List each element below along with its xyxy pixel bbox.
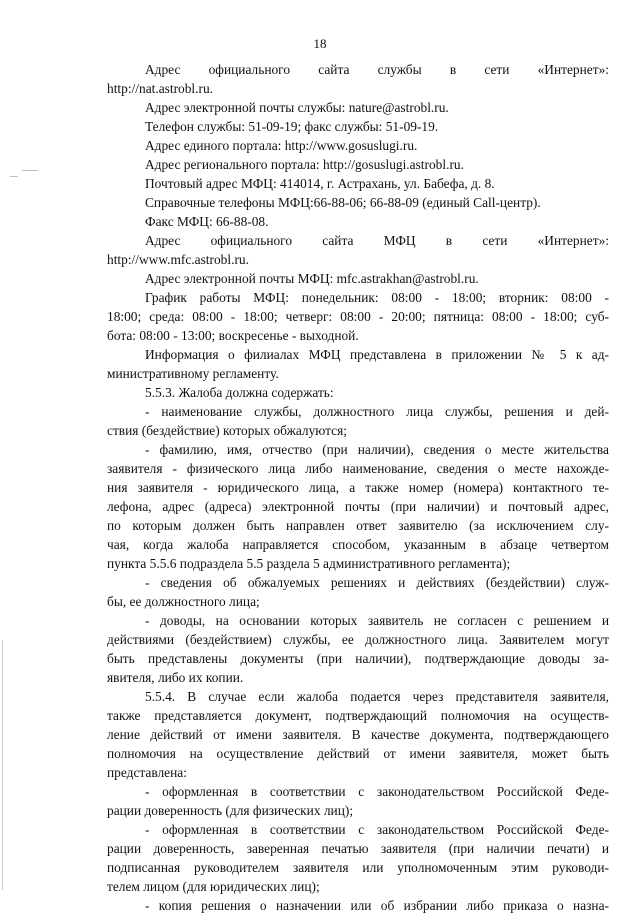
text-line: министративному регламенту.	[107, 366, 279, 381]
text-line: бота: 08:00 - 13:00; воскресенье - выходной.	[107, 328, 359, 343]
text-line: http://nat.astrobl.ru.	[107, 81, 213, 96]
text-line: График работы МФЦ: понедельник: 08:00 - 18:00; вторник: 08:00 -	[145, 290, 609, 305]
text-line: заявителя - физического лица либо наименование, сведения о месте нахожде-	[107, 461, 609, 476]
text-line: Адрес электронной почты МФЦ: mfc.astrakhan@astrobl.ru.	[145, 271, 479, 286]
text-line: также представляется документ, подтверждающий полномочия на осуществ-	[107, 708, 609, 723]
text-line: представлена:	[107, 765, 187, 780]
margin-mark	[22, 170, 38, 171]
text-line: 18:00; среда: 08:00 - 18:00; четверг: 08:00 - 20:00; пятница: 08:00 - 18:00; суб-	[107, 309, 609, 324]
text-line: Адрес официального сайта службы в сети «Интернет»:	[145, 62, 609, 77]
text-line: 5.5.4. В случае если жалоба подается через представителя заявителя,	[145, 689, 609, 704]
margin-mark	[10, 176, 18, 177]
text-line: http://www.mfc.astrobl.ru.	[107, 252, 249, 267]
text-line: лефона, адрес (адреса) электронной почты (при наличии) и почтовый адрес,	[107, 499, 609, 514]
text-line: бы, ее должностного лица;	[107, 594, 260, 609]
text-line: - копия решения о назначении или об избрании либо приказа о назна-	[145, 898, 609, 913]
document-body	[107, 60, 609, 915]
text-line: Адрес электронной почты службы: nature@astrobl.ru.	[145, 100, 449, 115]
text-line: Факс МФЦ: 66-88-08.	[145, 214, 269, 229]
text-line: рации доверенность, заверенная печатью заявителя (при наличии печати) и	[107, 841, 609, 856]
text-line: подписанная руководителем заявителя или уполномоченным этим руководи-	[107, 860, 609, 875]
text-line: - фамилию, имя, отчество (при наличии), сведения о месте жительства	[145, 442, 609, 457]
text-line: Почтовый адрес МФЦ: 414014, г. Астрахань, ул. Бабефа, д. 8.	[145, 176, 495, 191]
text-line: пункта 5.5.6 подраздела 5.5 раздела 5 административного регламента);	[107, 556, 511, 571]
text-line: чая, когда жалоба направляется способом, указанным в абзаце четвертом	[107, 537, 609, 552]
text-line: Информация о филиалах МФЦ представлена в приложении № 5 к ад-	[145, 347, 609, 362]
page-number: 18	[313, 36, 327, 51]
text-line: телем лицом (для юридических лиц);	[107, 879, 320, 894]
text-line: - сведения об обжалуемых решениях и действиях (бездействии) служ-	[145, 575, 609, 590]
text-line: явителя, либо их копии.	[107, 670, 244, 685]
text-line: - доводы, на основании которых заявитель не согласен с решением и	[145, 613, 609, 628]
text-line: рации доверенность (для физических лиц);	[107, 803, 354, 818]
text-line: Телефон службы: 51-09-19; факс службы: 51-09-19.	[145, 119, 439, 134]
text-line: по которым должен быть направлен ответ заявителю (за исключением слу-	[107, 518, 609, 533]
text-line: ление действий от имени заявителя. В качестве документа, подтверждающего	[107, 727, 609, 742]
text-line: Справочные телефоны МФЦ:66-88-06; 66-88-09 (единый Call-центр).	[145, 195, 541, 210]
text-line: Адрес регионального портала: http://gosuslugi.astrobl.ru.	[145, 157, 464, 172]
text-line: 5.5.3. Жалоба должна содержать:	[145, 385, 334, 400]
text-line: - оформленная в соответствии с законодательством Российской Феде-	[145, 822, 609, 837]
text-line: ния заявителя - юридического лица, а также номер (номера) контактного те-	[107, 480, 609, 495]
text-line: Адрес официального сайта МФЦ в сети «Интернет»:	[145, 233, 609, 248]
text-line: действиями (бездействием) службы, ее должностного лица. Заявителем могут	[107, 632, 609, 647]
scan-edge-line	[2, 640, 3, 890]
text-line: полномочия на осуществление действий от имени заявителя, может быть	[107, 746, 609, 761]
text-line: - наименование службы, должностного лица службы, решения и дей-	[145, 404, 609, 419]
text-line: ствия (бездействие) которых обжалуются;	[107, 423, 347, 438]
text-line: быть представлены документы (при наличии), подтверждающие доводы за-	[107, 651, 609, 666]
text-line: Адрес единого портала: http://www.gosuslugi.ru.	[145, 138, 418, 153]
text-line: - оформленная в соответствии с законодательством Российской Феде-	[145, 784, 609, 799]
